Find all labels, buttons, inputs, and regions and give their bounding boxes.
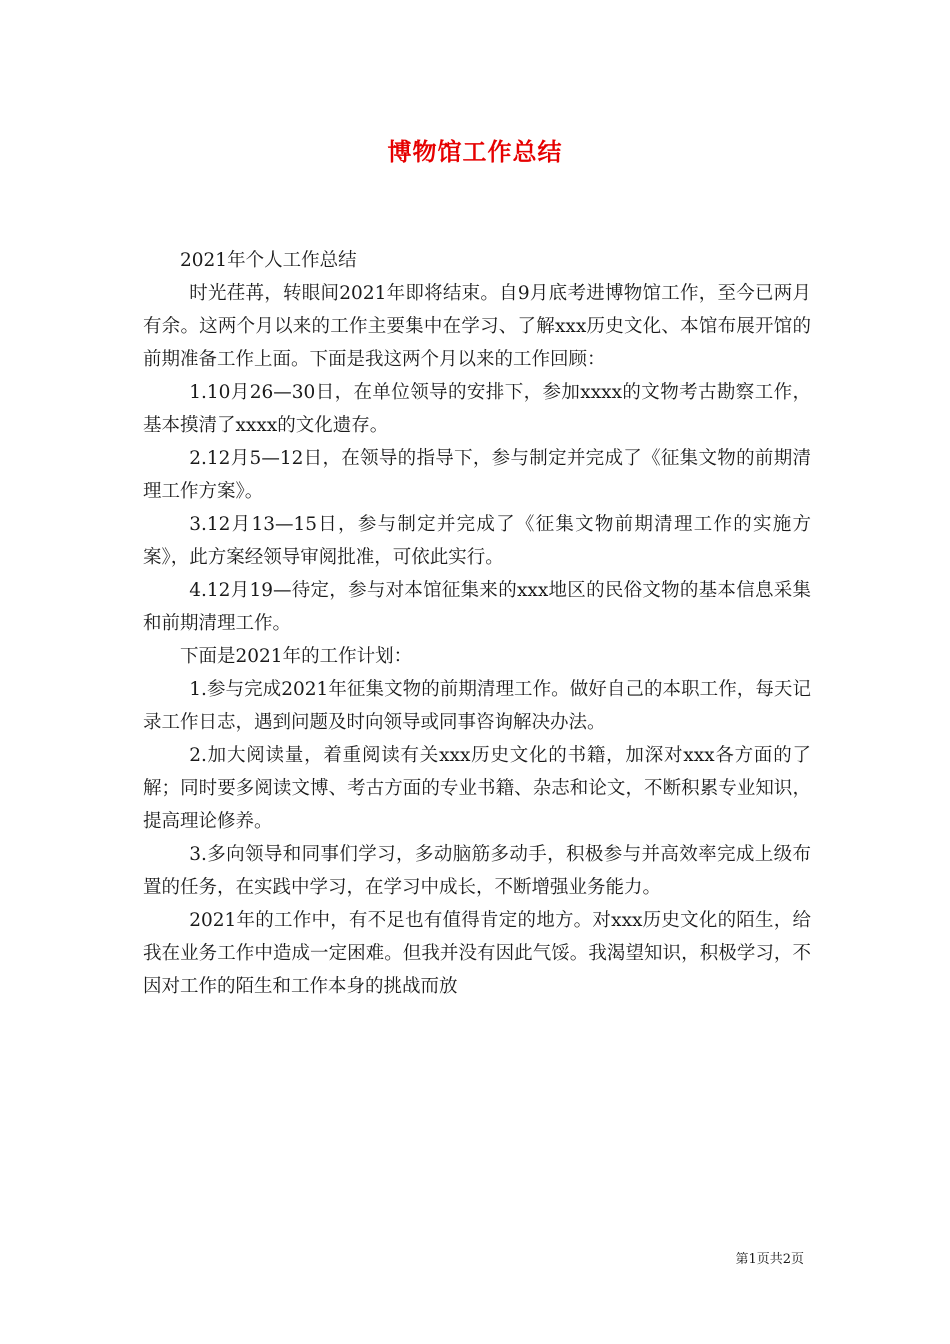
paragraph: 4.12月19—待定，参与对本馆征集来的xxx地区的民俗文物的基本信息采集和前期清理工作。 — [143, 580, 811, 634]
paragraph: 3.多向领导和同事们学习，多动脑筋多动手，积极参与并高效率完成上级布置的任务，在实践中学习，在学习中成长，不断增强业务能力。 — [143, 844, 811, 898]
document-title: 博物馆工作总结 — [387, 138, 563, 166]
paragraph: 2.加大阅读量，着重阅读有关xxx历史文化的书籍，加深对xxx各方面的了解；同时要多阅读文博、考古方面的专业书籍、杂志和论文，不断积累专业知识，提高理论修养。 — [143, 745, 811, 832]
document-body — [143, 244, 811, 1003]
paragraph: 下面是2021年的工作计划： — [180, 646, 413, 667]
paragraph: 1.参与完成2021年征集文物的前期清理工作。做好自己的本职工作，每天记录工作日志，遇到问题及时向领导或同事咨询解决办法。 — [143, 679, 811, 733]
page-number: 第1页共2页 — [735, 1252, 804, 1267]
paragraph: 2021年的工作中，有不足也有值得肯定的地方。对xxx历史文化的陌生，给我在业务工作中造成一定困难。但我并没有因此气馁。我渴望知识，积极学习，不因对工作的陌生和工作本身的挑战而放 — [143, 910, 811, 997]
paragraph: 1.10月26—30日，在单位领导的安排下，参加xxxx的文物考古勘察工作，基本摸清了xxxx的文化遗存。 — [143, 382, 811, 436]
paragraph-heading: 2021年个人工作总结 — [180, 250, 357, 271]
paragraph: 3.12月13—15日，参与制定并完成了《征集文物前期清理工作的实施方案》，此方案经领导审阅批准，可依此实行。 — [143, 514, 811, 568]
paragraph: 2.12月5—12日，在领导的指导下，参与制定并完成了《征集文物的前期清理工作方案》。 — [143, 448, 811, 502]
paragraph: 时光荏苒，转眼间2021年即将结束。自9月底考进博物馆工作，至今已两月有余。这两个月以来的工作主要集中在学习、了解xxx历史文化、本馆布展开馆的前期准备工作上面。下面是我这两个月以来的工作回顾： — [143, 283, 811, 370]
